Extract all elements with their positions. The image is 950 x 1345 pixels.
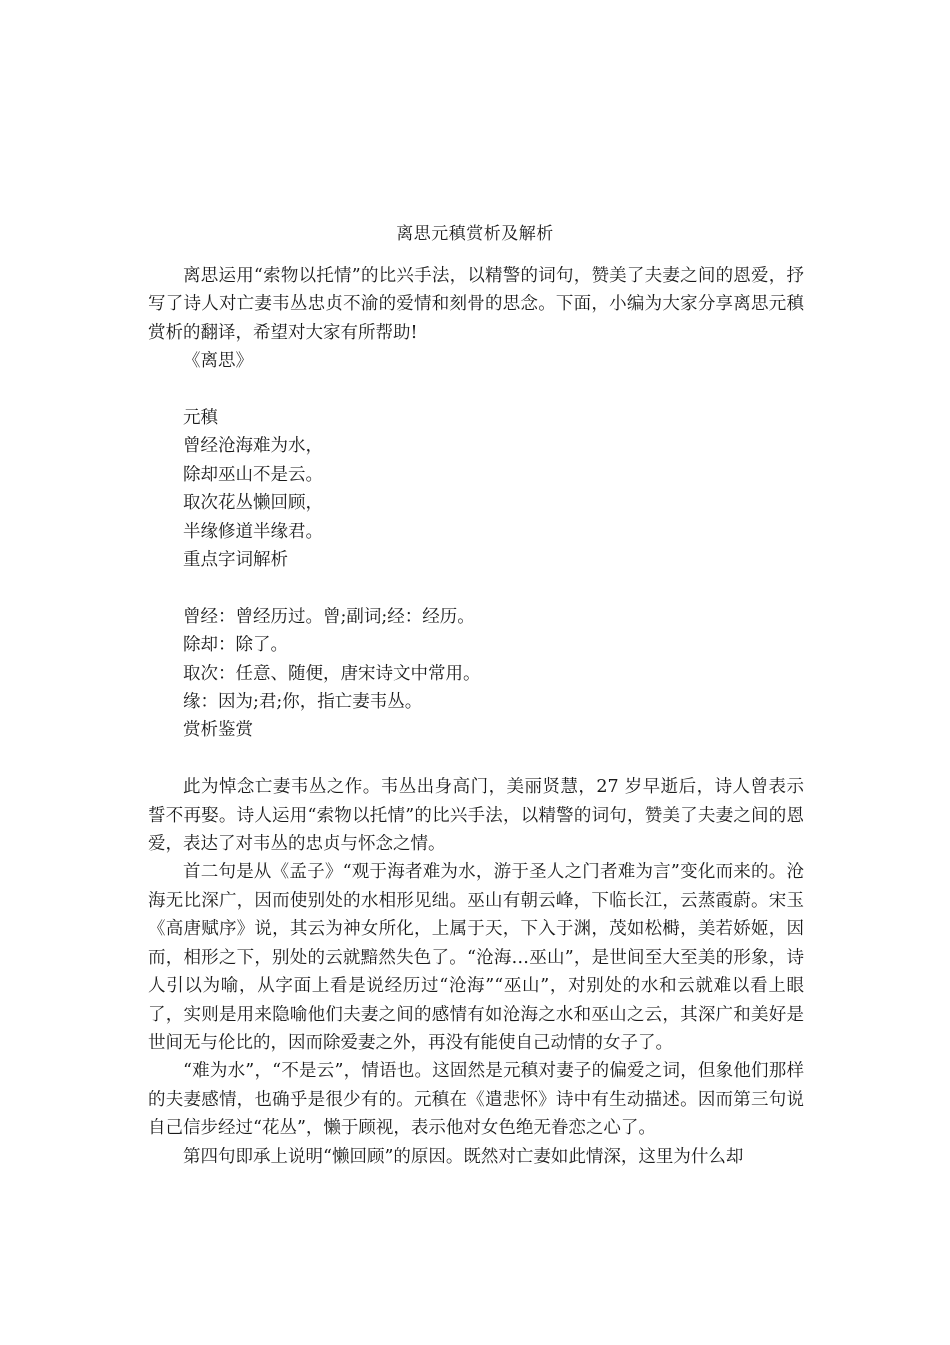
appreciation-paragraph: “难为水”，“不是云”，情语也。这固然是元稹对妻子的偏爱之词，但象他们那样的夫妻感情，也确乎是很少有的。元稹在《遣悲怀》诗中有生动描述。因而第三句说自己信步经过“花丛”，懒于顾视，表示他对女色绝无眷恋之心了。 [148,1061,804,1139]
poem-line: 半缘修道半缘君。 [183,521,323,542]
document-title: 离思元稹赏析及解析 [396,224,554,244]
appreciation-heading: 赏析鉴赏 [183,720,253,741]
poem-line: 除却巫山不是云。 [183,464,323,485]
glossary-item: 取次：任意、随便，唐宋诗文中常用。 [183,663,481,684]
appreciation-paragraph: 此为悼念亡妻韦丛之作。韦丛出身高门，美丽贤慧，27 岁早逝后，诗人曾表示誓不再娶。诗人运用“索物以托情”的比兴手法，以精警的词句，赞美了夫妻之间的恩爱，表达了对韦丛的忠贞与怀念之情。 [148,777,804,855]
spacer [148,574,804,602]
glossary-item: 缘：因为;君;你，指亡妻韦丛。 [183,692,423,713]
appreciation-paragraph: 第四句即承上说明“懒回顾”的原因。既然对亡妻如此情深，这里为什么却 [183,1146,744,1167]
poem-author: 元稹 [183,408,218,429]
intro-paragraph: 离思运用“索物以托情”的比兴手法，以精警的词句，赞美了夫妻之间的恩爱，抒写了诗人对亡妻韦丛忠贞不渝的爱情和刻骨的思念。下面，小编为大家分享离思元稹赏析的翻译，希望对大家有所帮助! [148,266,804,343]
spacer [148,745,804,773]
glossary-item: 除却：除了。 [183,635,288,656]
poem-line: 曾经沧海难为水， [183,436,323,457]
glossary-heading: 重点字词解析 [183,550,288,571]
poem-line: 取次花丛懒回顾， [183,493,323,514]
poem-title: 《离思》 [183,351,253,372]
appreciation-paragraph: 首二句是从《孟子》“观于海者难为水，游于圣人之门者难为言”变化而来的。沧海无比深广，因而使别处的水相形见绌。巫山有朝云峰，下临长江，云蒸霞蔚。宋玉《高唐赋序》说，其云为神女所化，上属于天，下入于渊，茂如松榯，美若娇姬，因而，相形之下，别处的云就黯然失色了。“沧海…巫山”，是世间至大至美的形象，诗人引以为喻，从字面上看是说经历过“沧海”“巫山”，对别处的水和云就难以看上眼了，实则是用来隐喻他们夫妻之间的感情有如沧海之水和巫山之云，其深广和美好是世间无与伦比的，因而除爱妻之外，再没有能使自己动情的女子了。 [148,862,804,1053]
document-body [148,262,804,1171]
glossary-item: 曾经：曾经历过。曾;副词;经：经历。 [183,606,475,627]
spacer [148,376,804,404]
